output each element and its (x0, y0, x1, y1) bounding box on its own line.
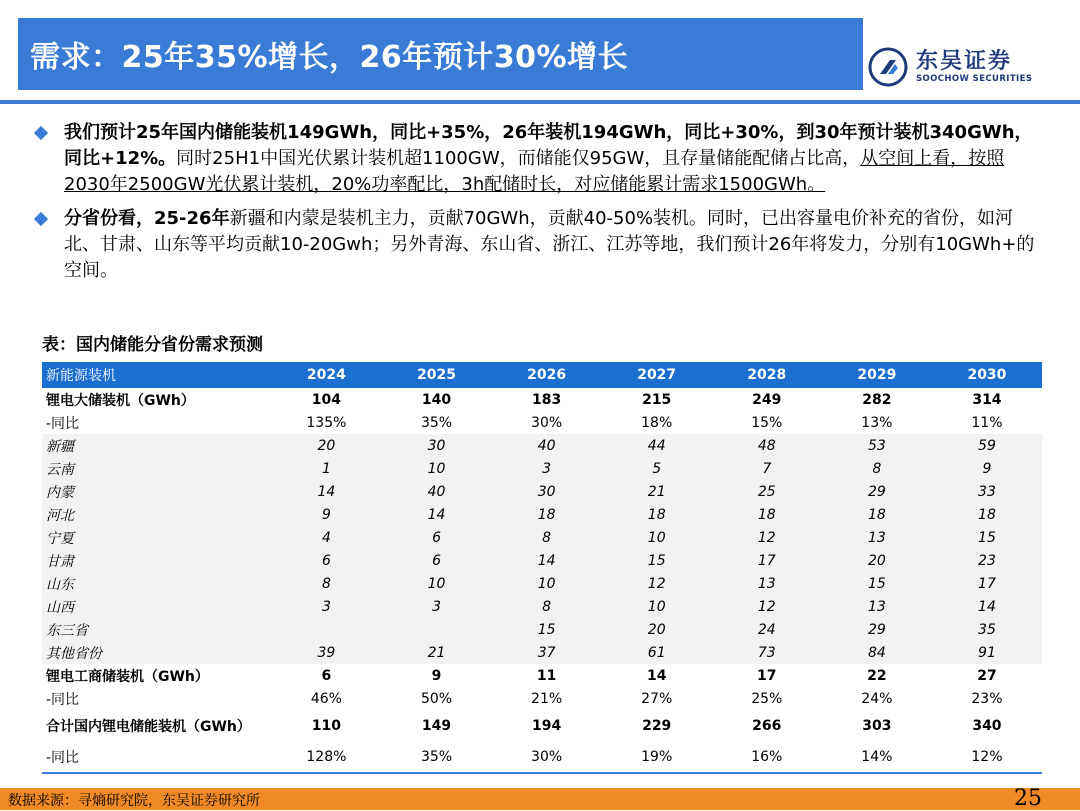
value-cell: 5 (602, 457, 712, 480)
value-cell: 27% (641, 690, 673, 707)
row-label-cell: -同比 (46, 691, 80, 708)
table-row (42, 572, 1042, 595)
value-cell: 48 (712, 434, 822, 457)
value-cell: 17 (757, 667, 777, 684)
provincial-demand-table (42, 362, 1042, 774)
value-cell: 110 (311, 717, 342, 734)
value-cell: 215 (642, 391, 672, 408)
value-cell: 29 (822, 618, 932, 641)
value-cell: 6 (382, 549, 492, 572)
table-row (42, 434, 1042, 457)
value-cell: 24 (712, 618, 822, 641)
value-cell: 30 (492, 480, 602, 503)
value-cell: 15 (492, 618, 602, 641)
logo-chinese-name: 东吴证券 (916, 49, 1013, 74)
table-caption: 表：国内储能分省份需求预测 (42, 335, 263, 355)
value-cell: 9 (932, 457, 1042, 480)
value-cell: 19% (602, 741, 712, 773)
value-cell: 21 (602, 480, 712, 503)
value-cell: 12% (932, 741, 1042, 773)
value-cell: 10 (492, 572, 602, 595)
value-cell: 12 (602, 572, 712, 595)
value-cell: 3 (271, 595, 381, 618)
row-label-cell: 云南 (42, 457, 271, 480)
table-row (42, 710, 1042, 741)
table-row (42, 549, 1042, 572)
bullet-1-bold: 我们预计25年国内储能装机149GWh，同比+35%，26年装机194GWh，同比+30%，到30年预计装机340GWh，同比+12%。 (64, 122, 1033, 169)
value-cell: 18 (602, 503, 712, 526)
table-row (42, 480, 1042, 503)
value-cell: 35% (382, 741, 492, 773)
value-cell: 15 (602, 549, 712, 572)
bullet-item-1 (30, 120, 1040, 198)
value-cell: 91 (932, 641, 1042, 664)
value-cell: 140 (421, 391, 452, 408)
value-cell: 303 (862, 717, 892, 734)
value-cell: 8 (492, 526, 602, 549)
bullet-item-2 (30, 206, 1040, 284)
value-cell: 73 (712, 641, 822, 664)
value-cell: 8 (492, 595, 602, 618)
value-cell: 282 (862, 391, 892, 408)
value-cell: 14 (932, 595, 1042, 618)
value-cell: 20 (602, 618, 712, 641)
value-cell: 14% (822, 741, 932, 773)
row-label-cell: 宁夏 (42, 526, 271, 549)
value-cell: 128% (271, 741, 381, 773)
row-label-cell: 锂电工商储装机（GWh） (46, 668, 209, 685)
row-label-cell: 河北 (42, 503, 271, 526)
value-cell: 14 (646, 667, 667, 684)
value-cell: 10 (602, 595, 712, 618)
value-cell: 15% (751, 414, 783, 431)
year-header: 2028 (712, 362, 822, 388)
value-cell: 13 (822, 526, 932, 549)
value-cell: 25 (712, 480, 822, 503)
value-cell: 40 (382, 480, 492, 503)
row-label-cell: 锂电大储装机（GWh） (46, 392, 195, 409)
value-cell: 15 (932, 526, 1042, 549)
value-cell: 30% (531, 414, 563, 431)
value-cell: 10 (602, 526, 712, 549)
value-cell: 10 (382, 572, 492, 595)
value-cell: 1 (271, 457, 381, 480)
value-cell: 23 (932, 549, 1042, 572)
value-cell: 340 (972, 717, 1002, 734)
value-cell: 18% (641, 414, 673, 431)
value-cell: 30% (492, 741, 602, 773)
table-row (42, 687, 1042, 710)
value-cell: 10 (382, 457, 492, 480)
year-header: 2024 (271, 362, 381, 388)
value-cell: 3 (382, 595, 492, 618)
year-header: 2025 (382, 362, 492, 388)
value-cell: 314 (972, 391, 1002, 408)
value-cell: 14 (492, 549, 602, 572)
value-cell: 35% (420, 414, 453, 431)
row-label-cell: 新疆 (42, 434, 271, 457)
row-label-cell: 甘肃 (42, 549, 271, 572)
row-label-cell: 山东 (42, 572, 271, 595)
bullet-2-bold: 分省份看，25-26年 (64, 208, 230, 229)
value-cell: 266 (752, 717, 782, 734)
footer-bar (0, 788, 1080, 810)
value-cell: 229 (642, 717, 672, 734)
value-cell: 13 (712, 572, 822, 595)
value-cell: 249 (752, 391, 782, 408)
value-cell: 17 (932, 572, 1042, 595)
value-cell: 7 (712, 457, 822, 480)
soochow-logo-icon (868, 47, 908, 87)
value-cell: 3 (492, 457, 602, 480)
header-label-cell: 新能源装机 (42, 362, 271, 388)
row-label-cell: 内蒙 (42, 480, 271, 503)
value-cell: 149 (421, 717, 452, 734)
table-row (42, 741, 1042, 773)
row-label-cell: -同比 (42, 741, 271, 773)
value-cell: 14 (382, 503, 492, 526)
bullet-2-plain: 新疆和内蒙是装机主力，贡献70GWh，贡献40-50%装机。同时，已出容量电价补充的省份，如河北、甘肃、山东等平均贡献10-20Gwh；另外青海、东山省、浙江、江苏等地，我们预计26年将发力，分别有10GWh+的空间。 (64, 208, 1035, 281)
year-header: 2027 (602, 362, 712, 388)
company-logo (868, 44, 1068, 90)
value-cell (271, 618, 381, 641)
table-row (42, 618, 1042, 641)
value-cell: 84 (822, 641, 932, 664)
title-bar (18, 18, 863, 90)
value-cell: 18 (932, 503, 1042, 526)
row-label-cell: 合计国内锂电储能装机（GWh） (46, 718, 251, 735)
value-cell: 16% (712, 741, 822, 773)
value-cell: 18 (712, 503, 822, 526)
value-cell: 21% (531, 690, 563, 707)
row-label-cell: 其他省份 (42, 641, 271, 664)
value-cell: 50% (420, 690, 453, 707)
value-cell (382, 618, 492, 641)
value-cell: 24% (861, 690, 893, 707)
value-cell: 12 (712, 526, 822, 549)
value-cell: 39 (271, 641, 381, 664)
table-row (42, 503, 1042, 526)
table-row (42, 411, 1042, 434)
value-cell: 18 (492, 503, 602, 526)
year-header: 2029 (822, 362, 932, 388)
value-cell: 25% (751, 690, 783, 707)
value-cell: 37 (492, 641, 602, 664)
page-number: 25 (1014, 786, 1042, 811)
value-cell: 29 (822, 480, 932, 503)
value-cell: 30 (382, 434, 492, 457)
table-row (42, 388, 1042, 411)
value-cell: 6 (271, 549, 381, 572)
value-cell: 27 (977, 667, 997, 684)
value-cell: 14 (271, 480, 381, 503)
value-cell: 44 (602, 434, 712, 457)
value-cell: 13 (822, 595, 932, 618)
table-row (42, 595, 1042, 618)
row-label-cell: 山西 (42, 595, 271, 618)
value-cell: 8 (271, 572, 381, 595)
value-cell: 20 (271, 434, 381, 457)
value-cell: 8 (822, 457, 932, 480)
table-row (42, 664, 1042, 687)
table-row (42, 526, 1042, 549)
value-cell: 23% (971, 690, 1003, 707)
value-cell: 6 (382, 526, 492, 549)
year-header: 2026 (492, 362, 602, 388)
data-source-note: 数据来源：寻熵研究院，东吴证券研究所 (8, 793, 260, 809)
value-cell: 11% (971, 414, 1003, 431)
value-cell: 21 (382, 641, 492, 664)
value-cell: 13% (861, 414, 893, 431)
value-cell: 6 (321, 667, 332, 684)
value-cell: 104 (311, 391, 342, 408)
value-cell: 40 (492, 434, 602, 457)
page-title: 需求：25年35%增长，26年预计30%增长 (30, 40, 629, 75)
diamond-bullet-icon (34, 212, 48, 226)
value-cell: 35 (932, 618, 1042, 641)
value-cell: 18 (822, 503, 932, 526)
value-cell: 194 (532, 717, 562, 734)
table-header-row (42, 362, 1042, 388)
value-cell: 59 (932, 434, 1042, 457)
bullet-list (30, 120, 1040, 292)
value-cell: 46% (310, 690, 342, 707)
value-cell: 183 (532, 391, 562, 408)
value-cell: 135% (306, 414, 347, 431)
value-cell: 53 (822, 434, 932, 457)
table-row (42, 457, 1042, 480)
row-label-cell: 东三省 (42, 618, 271, 641)
value-cell: 33 (932, 480, 1042, 503)
header-divider (0, 100, 1080, 104)
bullet-1-underlined: 从空间上看，按照2030年2500GW光伏累计装机，20%功率配比，3h配储时长，对应储能累计需求1500GWh。 (64, 148, 1005, 195)
value-cell: 12 (712, 595, 822, 618)
value-cell: 4 (271, 526, 381, 549)
bullet-1-plain: 同时25H1中国光伏累计装机超1100GW，而储能仅95GW，且存量储能配储占比高， (176, 148, 861, 169)
value-cell: 17 (712, 549, 822, 572)
table-row (42, 641, 1042, 664)
value-cell: 61 (602, 641, 712, 664)
value-cell: 9 (431, 667, 442, 684)
value-cell: 11 (536, 667, 557, 684)
value-cell: 22 (867, 667, 887, 684)
year-header: 2030 (932, 362, 1042, 388)
value-cell: 20 (822, 549, 932, 572)
logo-english-name: SOOCHOW SECURITIES (916, 74, 1033, 84)
value-cell: 9 (271, 503, 381, 526)
value-cell: 15 (822, 572, 932, 595)
row-label-cell: -同比 (46, 415, 80, 432)
diamond-bullet-icon (34, 126, 48, 140)
